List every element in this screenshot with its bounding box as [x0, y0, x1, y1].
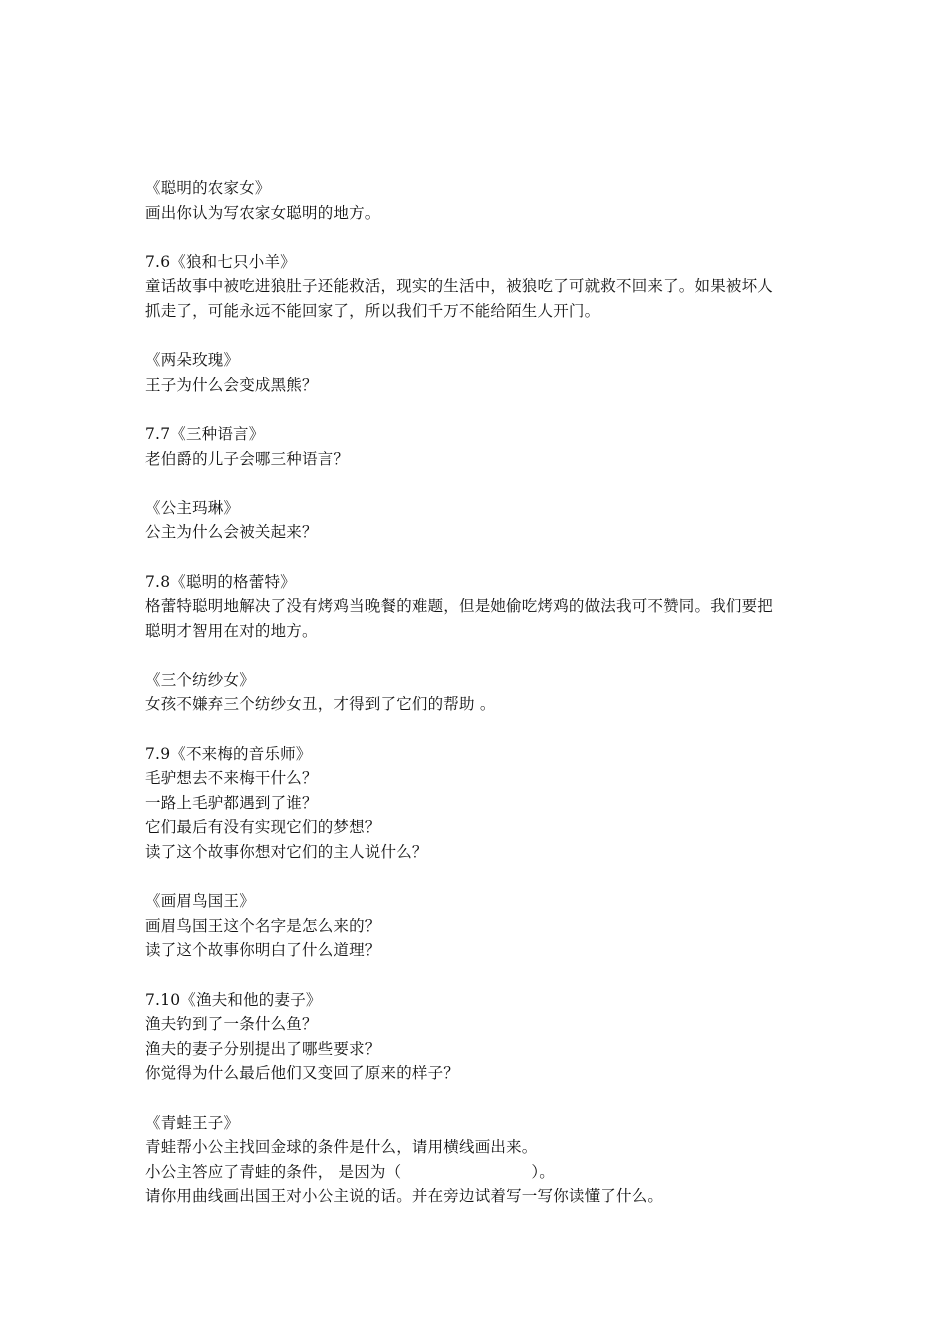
- text-line: 渔夫的妻子分别提出了哪些要求？: [145, 1039, 381, 1058]
- section-title: 《三个纺纱女》: [145, 670, 255, 689]
- text-line: 王子为什么会变成黑熊？: [145, 375, 318, 394]
- text-line: 毛驴想去不来梅干什么？: [145, 769, 318, 788]
- text-line: 格蕾特聪明地解决了没有烤鸡当晚餐的难题，但是她偷吃烤鸡的做法我可不赞同。我们要把: [145, 597, 774, 616]
- text-line: 读了这个故事你明白了什么道理？: [145, 941, 381, 960]
- text-line: 渔夫钓到了一条什么鱼？: [145, 1015, 318, 1034]
- section-title: 《聪明的农家女》: [145, 179, 271, 197]
- section-title: 《画眉鸟国王》: [145, 892, 255, 911]
- fill-in-line: [145, 1160, 825, 1185]
- blank-line: [145, 717, 825, 742]
- section-title: 《青蛙王子》: [145, 1113, 240, 1132]
- text-line: 抓走了，可能永远不能回家了，所以我们千万不能给陌生人开门。: [145, 301, 601, 320]
- blank-line: [145, 545, 825, 570]
- text-line: 请你用曲线画出国王对小公主说的话。并在旁边试着写一写你读懂了什么。: [145, 1187, 664, 1206]
- text-line: 老伯爵的儿子会哪三种语言？: [145, 449, 350, 468]
- text-line: 你觉得为什么最后他们又变回了原来的样子？: [145, 1064, 460, 1083]
- text-line: 一路上毛驴都遇到了谁？: [145, 793, 318, 812]
- section-title: 7.10《渔夫和他的妻子》: [145, 990, 322, 1009]
- section-title: 《两朵玫瑰》: [145, 351, 240, 370]
- fill-in-suffix: ）。: [531, 1162, 555, 1181]
- section-title: 7.7《三种语言》: [145, 424, 265, 443]
- blank-line: [145, 865, 825, 890]
- text-line: 聪明才智用在对的地方。: [145, 621, 318, 640]
- text-line: 公主为什么会被关起来？: [145, 523, 318, 542]
- blank-line: [145, 963, 825, 988]
- text-line: 女孩不嫌弃三个纺纱女丑，才得到了它们的帮助 。: [145, 695, 496, 714]
- section-title: 《公主玛琳》: [145, 498, 240, 517]
- blank-line: [145, 1086, 825, 1111]
- text-line: 童话故事中被吃进狼肚子还能救活，现实的生活中，被狼吃了可就救不回来了。如果被坏人: [145, 277, 774, 296]
- fill-in-prefix: 小公主答应了青蛙的条件， 是因为（: [145, 1162, 402, 1181]
- blank-line: [145, 225, 825, 250]
- text-line: 画眉鸟国王这个名字是怎么来的？: [145, 916, 381, 935]
- document-page: [145, 176, 825, 1209]
- section-title: 7.6《狼和七只小羊》: [145, 252, 296, 271]
- section-title: 7.9《不来梅的音乐师》: [145, 744, 312, 763]
- text-line: 青蛙帮小公主找回金球的条件是什么，请用横线画出来。: [145, 1138, 538, 1157]
- blank-line: [145, 397, 825, 422]
- section-title: 7.8《聪明的格蕾特》: [145, 572, 296, 591]
- blank-line: [145, 471, 825, 496]
- blank-line: [145, 324, 825, 349]
- text-line: 读了这个故事你想对它们的主人说什么？: [145, 843, 428, 862]
- blank-line: [145, 643, 825, 668]
- text-line: 画出你认为写农家女聪明的地方。: [145, 203, 381, 222]
- text-line: 它们最后有没有实现它们的梦想？: [145, 818, 381, 837]
